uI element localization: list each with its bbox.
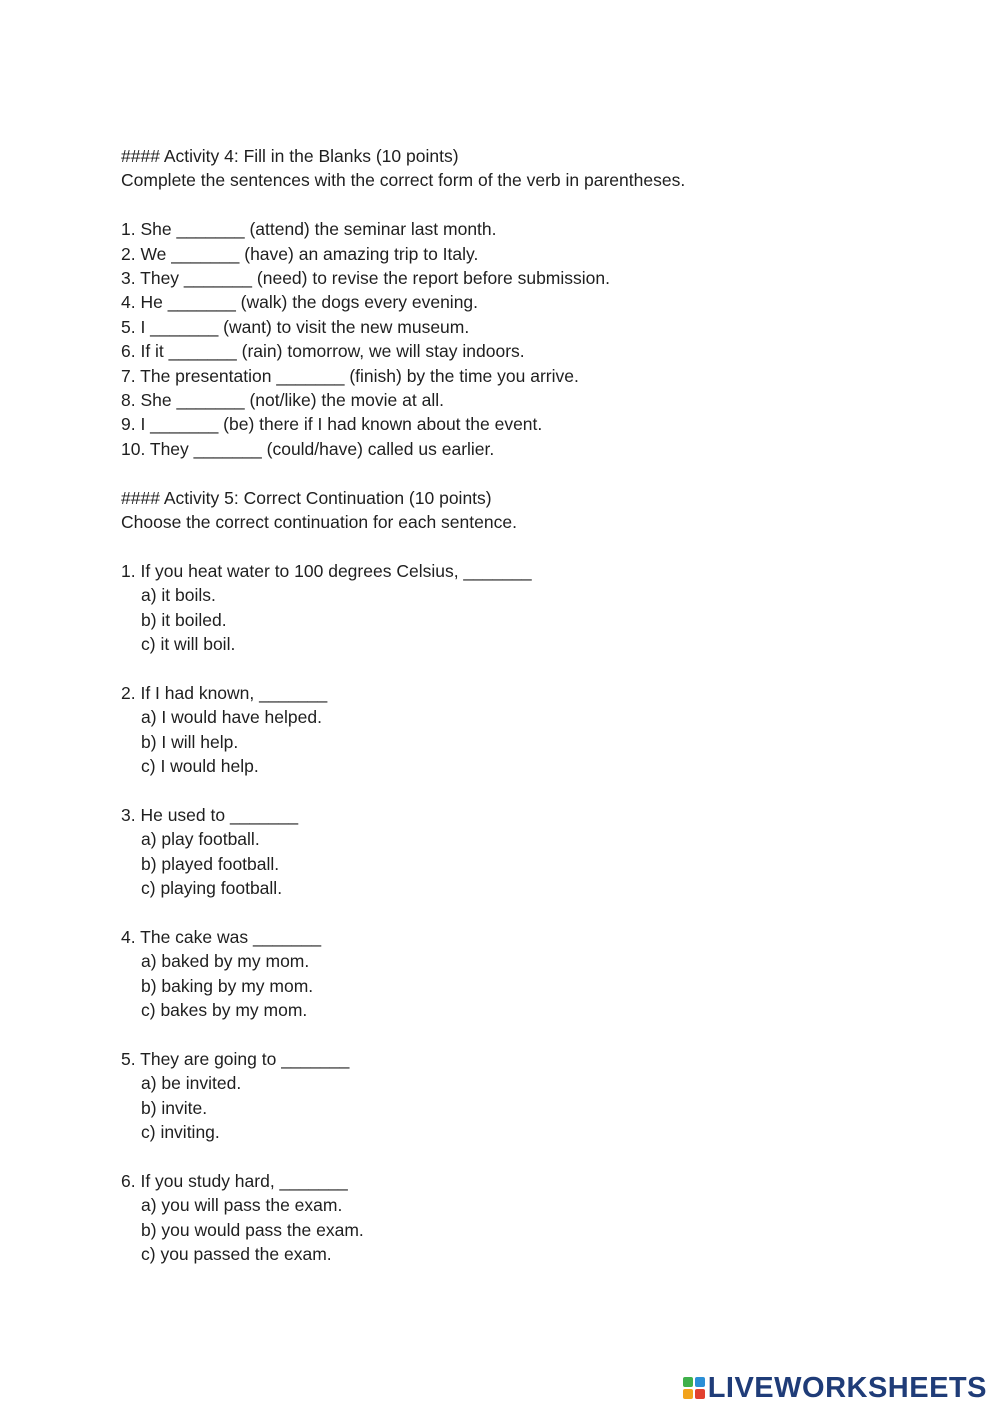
answer-option[interactable]: b) you would pass the exam. [141, 1219, 364, 1240]
spacer [121, 1023, 941, 1047]
logo-tile-icon [683, 1377, 693, 1387]
answer-option[interactable]: a) play football. [141, 829, 260, 850]
answer-option[interactable]: a) you will pass the exam. [141, 1195, 343, 1216]
fill-blank-item: 3. They _______ (need) to revise the report before submission. [121, 268, 610, 289]
answer-option[interactable]: a) baked by my mom. [141, 951, 310, 972]
activity-4-heading: #### Activity 4: Fill in the Blanks (10 points) [121, 146, 459, 166]
spacer [121, 461, 941, 485]
liveworksheets-logo[interactable] [683, 1371, 987, 1405]
fill-blank-item: 7. The presentation _______ (finish) by the time you arrive. [121, 365, 579, 386]
answer-option[interactable]: c) playing football. [141, 878, 283, 899]
activity-4-instructions: Complete the sentences with the correct form of the verb in parentheses. [121, 170, 686, 191]
fill-blank-item: 10. They _______ (could/have) called us earlier. [121, 438, 495, 459]
fill-blank-item: 9. I _______ (be) there if I had known about the event. [121, 414, 543, 435]
answer-option[interactable]: c) inviting. [141, 1122, 220, 1143]
answer-option[interactable]: b) it boiled. [141, 609, 227, 630]
question-prompt: 2. If I had known, _______ [121, 682, 328, 703]
answer-option[interactable]: b) invite. [141, 1097, 208, 1118]
question-prompt: 6. If you study hard, _______ [121, 1170, 348, 1191]
question-prompt: 3. He used to _______ [121, 804, 299, 825]
question-block [121, 803, 941, 901]
answer-option[interactable]: c) I would help. [141, 756, 259, 777]
answer-option[interactable]: a) I would have helped. [141, 707, 322, 728]
activity-5-instructions: Choose the correct continuation for each sentence. [121, 512, 517, 533]
answer-option[interactable]: c) it will boil. [141, 634, 236, 655]
spacer [121, 656, 941, 680]
fill-blank-item: 4. He _______ (walk) the dogs every evening. [121, 292, 479, 313]
fill-blank-item: 6. If it _______ (rain) tomorrow, we will stay indoors. [121, 341, 525, 362]
answer-option[interactable]: b) baking by my mom. [141, 975, 314, 996]
spacer [121, 1145, 941, 1169]
answer-option[interactable]: b) played football. [141, 853, 280, 874]
activity-5-heading: #### Activity 5: Correct Continuation (10 points) [121, 487, 492, 508]
logo-tile-icon [695, 1389, 705, 1399]
spacer [121, 779, 941, 803]
fill-blank-item: 5. I _______ (want) to visit the new museum. [121, 316, 470, 337]
question-block [121, 559, 941, 657]
question-prompt: 4. The cake was _______ [121, 926, 322, 947]
worksheet-content [121, 144, 941, 1267]
question-prompt: 1. If you heat water to 100 degrees Celsius, _______ [121, 560, 532, 581]
answer-option[interactable]: b) I will help. [141, 731, 239, 752]
spacer [121, 901, 941, 925]
question-block [121, 681, 941, 779]
answer-option[interactable]: a) it boils. [141, 585, 216, 606]
spacer [121, 534, 941, 558]
logo-tile-icon [695, 1377, 705, 1387]
question-block [121, 925, 941, 1023]
fill-blank-item: 8. She _______ (not/like) the movie at all. [121, 390, 444, 411]
answer-option[interactable]: a) be invited. [141, 1073, 242, 1094]
answer-option[interactable]: c) bakes by my mom. [141, 1000, 308, 1021]
question-block [121, 1047, 941, 1145]
question-block [121, 1169, 941, 1267]
fill-blank-item: 1. She _______ (attend) the seminar last month. [121, 219, 497, 240]
liveworksheets-logo-icon [683, 1377, 705, 1399]
activity-4-list [121, 217, 941, 461]
fill-blank-item: 2. We _______ (have) an amazing trip to Italy. [121, 243, 479, 264]
answer-option[interactable]: c) you passed the exam. [141, 1244, 332, 1265]
logo-tile-icon [683, 1389, 693, 1399]
logo-text: LIVEWORKSHEETS [707, 1371, 987, 1404]
spacer [121, 193, 941, 217]
question-prompt: 5. They are going to _______ [121, 1048, 350, 1069]
